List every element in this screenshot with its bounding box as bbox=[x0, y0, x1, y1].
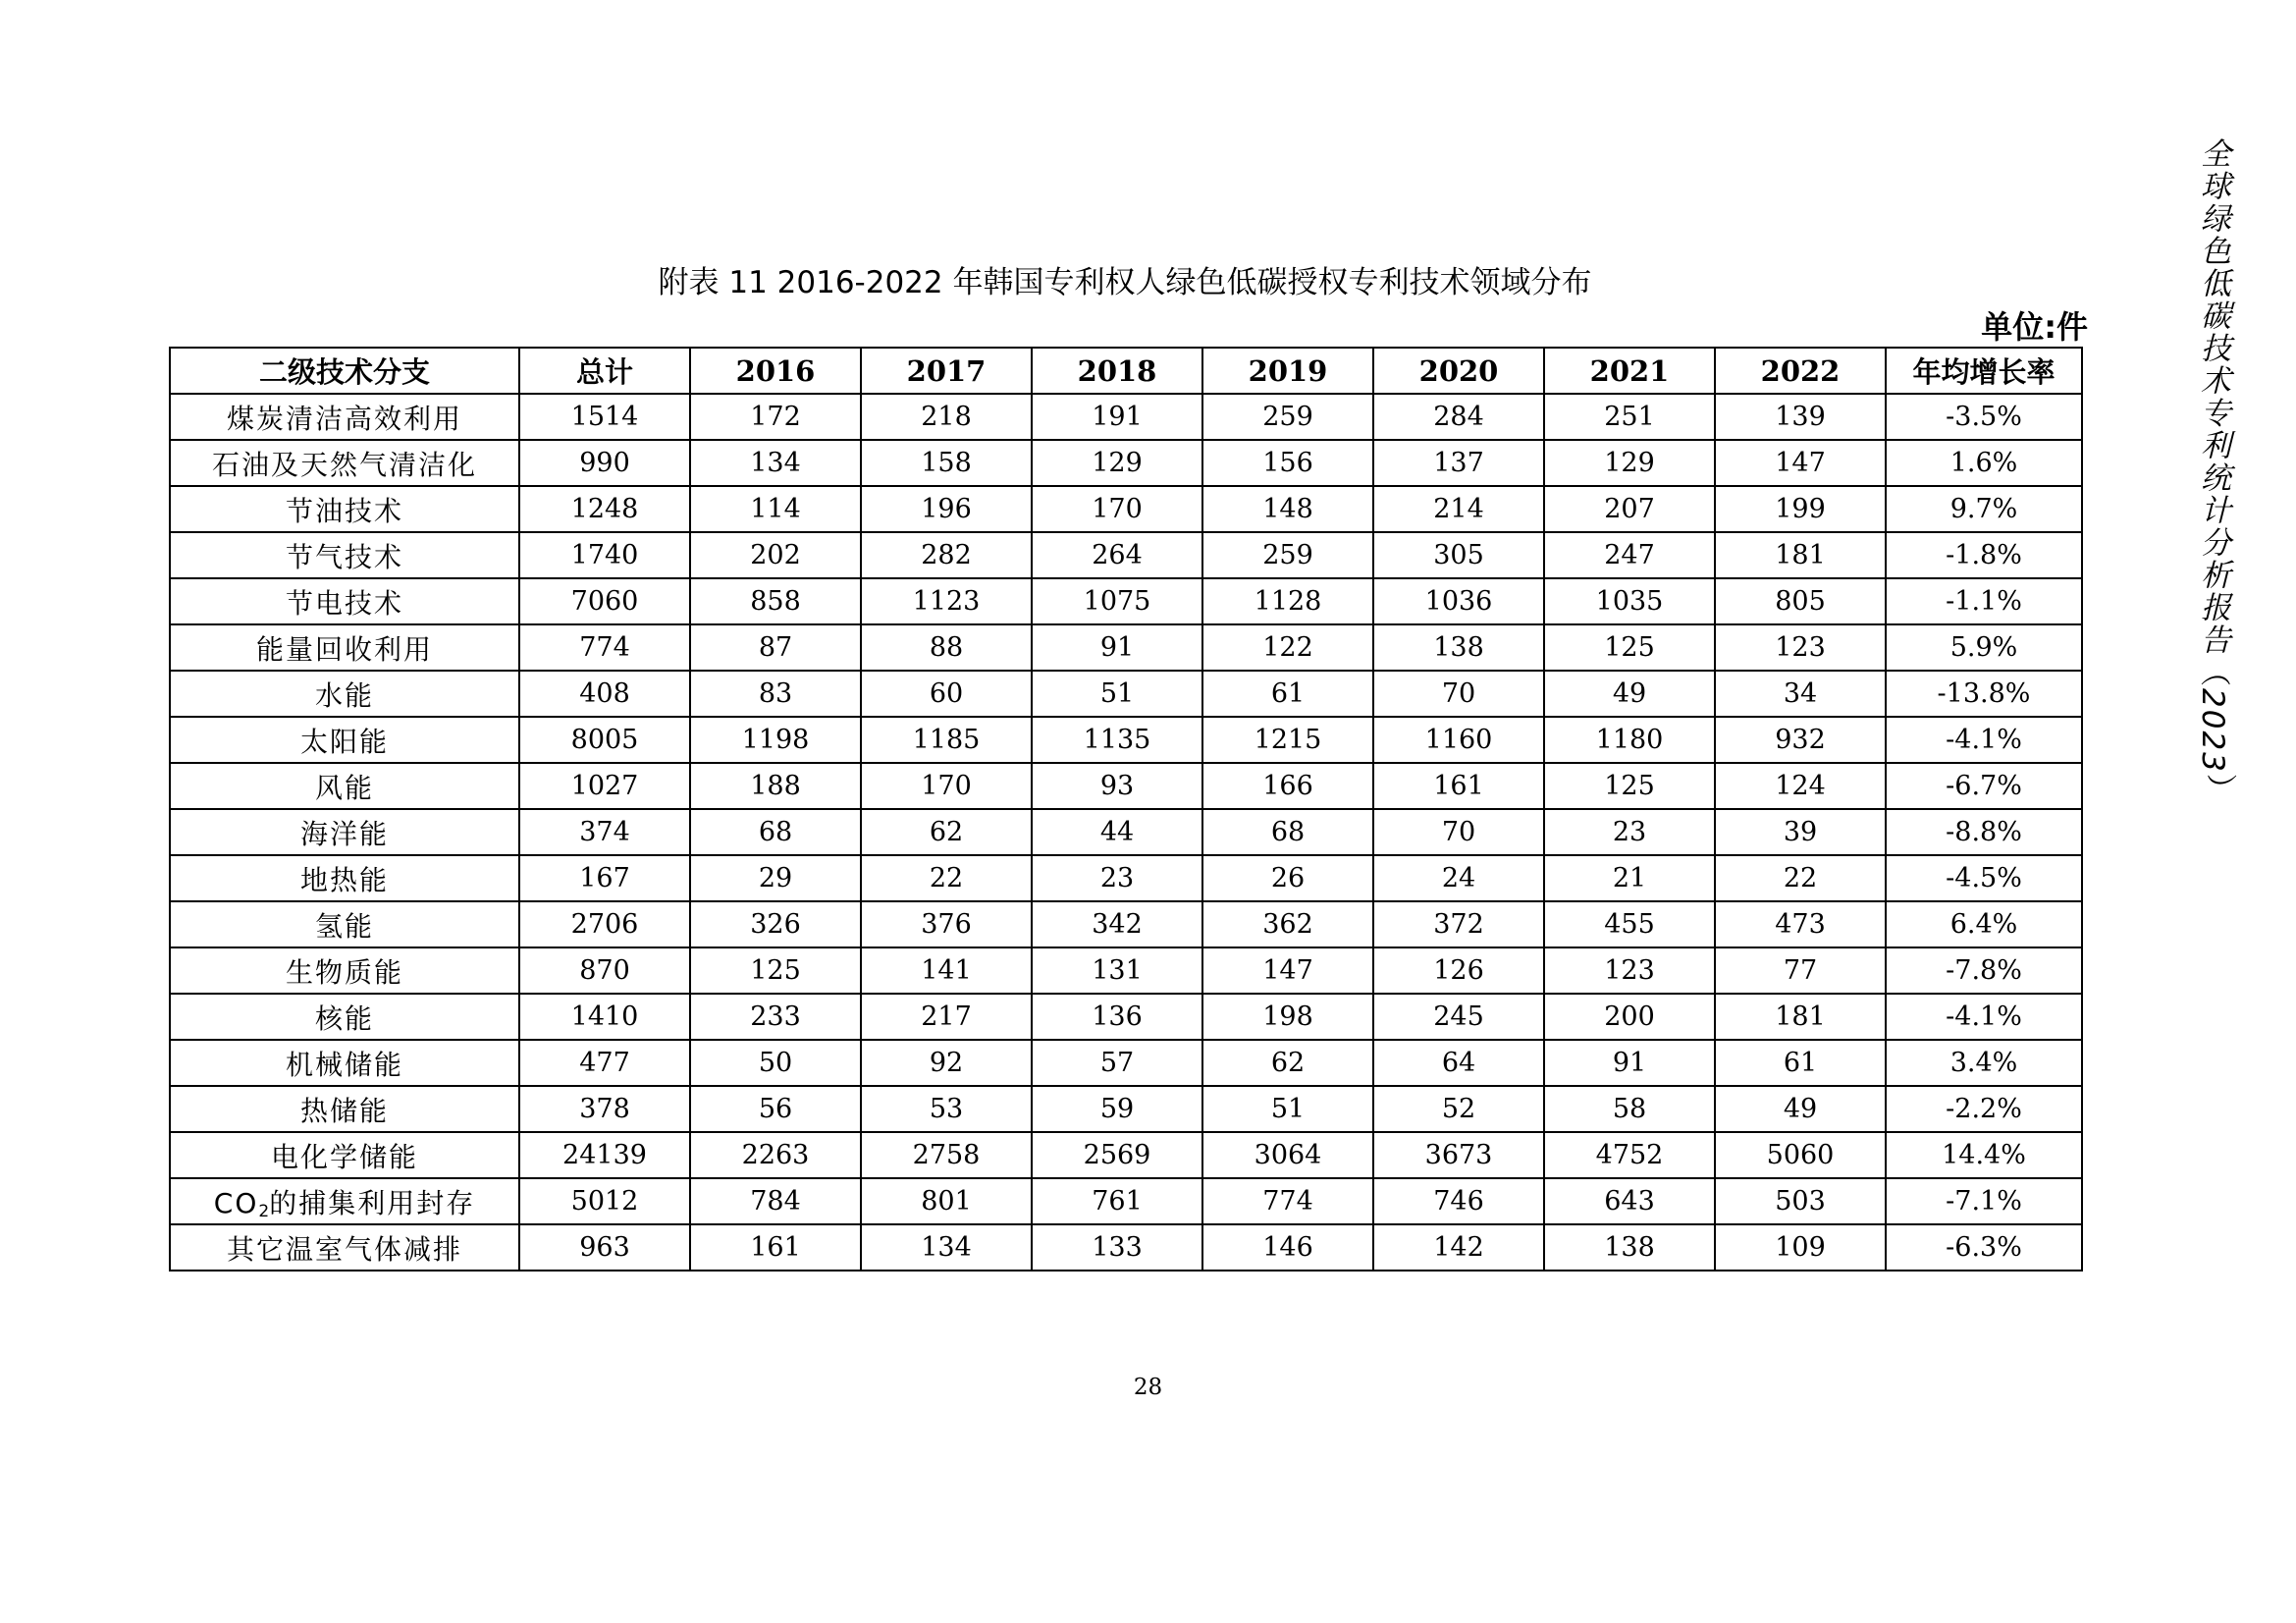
table-row bbox=[170, 578, 2082, 624]
unit-label: 单位:件 bbox=[1981, 308, 2088, 346]
value-cell: 858 bbox=[690, 578, 861, 624]
tech-branch-cell: 风能 bbox=[170, 763, 519, 809]
patent-distribution-table bbox=[169, 347, 2083, 1271]
value-cell: 801 bbox=[861, 1178, 1032, 1224]
tech-branch-cell: 节气技术 bbox=[170, 532, 519, 578]
value-cell: 196 bbox=[861, 486, 1032, 532]
value-cell: 125 bbox=[1544, 763, 1715, 809]
growth-rate-cell: -6.7% bbox=[1886, 763, 2082, 809]
tech-branch-cell: 电化学储能 bbox=[170, 1132, 519, 1178]
table-header-row bbox=[170, 348, 2082, 394]
value-cell: 1075 bbox=[1032, 578, 1202, 624]
value-cell: 374 bbox=[519, 809, 690, 855]
value-cell: 24139 bbox=[519, 1132, 690, 1178]
value-cell: 124 bbox=[1715, 763, 1886, 809]
table-row bbox=[170, 440, 2082, 486]
tech-branch-cell: 节电技术 bbox=[170, 578, 519, 624]
tech-branch-cell: 水能 bbox=[170, 671, 519, 717]
value-cell: 61 bbox=[1715, 1040, 1886, 1086]
value-cell: 1135 bbox=[1032, 717, 1202, 763]
value-cell: 188 bbox=[690, 763, 861, 809]
value-cell: 109 bbox=[1715, 1224, 1886, 1271]
value-cell: 93 bbox=[1032, 763, 1202, 809]
value-cell: 92 bbox=[861, 1040, 1032, 1086]
value-cell: 39 bbox=[1715, 809, 1886, 855]
value-cell: 26 bbox=[1202, 855, 1373, 901]
value-cell: 2758 bbox=[861, 1132, 1032, 1178]
table-row bbox=[170, 1040, 2082, 1086]
value-cell: 1123 bbox=[861, 578, 1032, 624]
value-cell: 83 bbox=[690, 671, 861, 717]
value-cell: 64 bbox=[1373, 1040, 1544, 1086]
value-cell: 259 bbox=[1202, 394, 1373, 440]
value-cell: 264 bbox=[1032, 532, 1202, 578]
table-row bbox=[170, 717, 2082, 763]
value-cell: 51 bbox=[1032, 671, 1202, 717]
column-header: 2021 bbox=[1544, 348, 1715, 394]
growth-rate-cell: -7.8% bbox=[1886, 947, 2082, 994]
value-cell: 133 bbox=[1032, 1224, 1202, 1271]
value-cell: 1215 bbox=[1202, 717, 1373, 763]
value-cell: 91 bbox=[1032, 624, 1202, 671]
column-header: 2019 bbox=[1202, 348, 1373, 394]
growth-rate-cell: -1.8% bbox=[1886, 532, 2082, 578]
value-cell: 207 bbox=[1544, 486, 1715, 532]
value-cell: 58 bbox=[1544, 1086, 1715, 1132]
value-cell: 134 bbox=[861, 1224, 1032, 1271]
value-cell: 166 bbox=[1202, 763, 1373, 809]
value-cell: 1027 bbox=[519, 763, 690, 809]
value-cell: 49 bbox=[1715, 1086, 1886, 1132]
value-cell: 181 bbox=[1715, 994, 1886, 1040]
tech-branch-cell: 热储能 bbox=[170, 1086, 519, 1132]
value-cell: 1740 bbox=[519, 532, 690, 578]
value-cell: 158 bbox=[861, 440, 1032, 486]
value-cell: 91 bbox=[1544, 1040, 1715, 1086]
value-cell: 870 bbox=[519, 947, 690, 994]
tech-branch-subscript: 2 bbox=[258, 1201, 270, 1221]
value-cell: 3064 bbox=[1202, 1132, 1373, 1178]
value-cell: 282 bbox=[861, 532, 1032, 578]
value-cell: 170 bbox=[1032, 486, 1202, 532]
value-cell: 477 bbox=[519, 1040, 690, 1086]
value-cell: 170 bbox=[861, 763, 1032, 809]
value-cell: 62 bbox=[861, 809, 1032, 855]
value-cell: 200 bbox=[1544, 994, 1715, 1040]
value-cell: 147 bbox=[1715, 440, 1886, 486]
value-cell: 217 bbox=[861, 994, 1032, 1040]
value-cell: 233 bbox=[690, 994, 861, 1040]
tech-branch-prefix: CO bbox=[213, 1186, 259, 1219]
value-cell: 455 bbox=[1544, 901, 1715, 947]
value-cell: 746 bbox=[1373, 1178, 1544, 1224]
value-cell: 161 bbox=[690, 1224, 861, 1271]
value-cell: 774 bbox=[1202, 1178, 1373, 1224]
table-row bbox=[170, 994, 2082, 1040]
value-cell: 57 bbox=[1032, 1040, 1202, 1086]
tech-branch-cell: 氢能 bbox=[170, 901, 519, 947]
value-cell: 284 bbox=[1373, 394, 1544, 440]
value-cell: 2569 bbox=[1032, 1132, 1202, 1178]
value-cell: 24 bbox=[1373, 855, 1544, 901]
value-cell: 129 bbox=[1032, 440, 1202, 486]
table-row bbox=[170, 624, 2082, 671]
value-cell: 181 bbox=[1715, 532, 1886, 578]
column-header: 年均增长率 bbox=[1886, 348, 2082, 394]
table-row bbox=[170, 532, 2082, 578]
value-cell: 114 bbox=[690, 486, 861, 532]
table-row bbox=[170, 947, 2082, 994]
value-cell: 342 bbox=[1032, 901, 1202, 947]
value-cell: 70 bbox=[1373, 809, 1544, 855]
table-row bbox=[170, 1132, 2082, 1178]
value-cell: 141 bbox=[861, 947, 1032, 994]
value-cell: 146 bbox=[1202, 1224, 1373, 1271]
value-cell: 134 bbox=[690, 440, 861, 486]
growth-rate-cell: 9.7% bbox=[1886, 486, 2082, 532]
value-cell: 245 bbox=[1373, 994, 1544, 1040]
value-cell: 932 bbox=[1715, 717, 1886, 763]
value-cell: 125 bbox=[1544, 624, 1715, 671]
value-cell: 44 bbox=[1032, 809, 1202, 855]
value-cell: 129 bbox=[1544, 440, 1715, 486]
column-header: 2020 bbox=[1373, 348, 1544, 394]
value-cell: 198 bbox=[1202, 994, 1373, 1040]
table-row bbox=[170, 394, 2082, 440]
value-cell: 202 bbox=[690, 532, 861, 578]
tech-branch-suffix: 的捕集利用封存 bbox=[269, 1186, 476, 1219]
value-cell: 5012 bbox=[519, 1178, 690, 1224]
value-cell: 784 bbox=[690, 1178, 861, 1224]
value-cell: 156 bbox=[1202, 440, 1373, 486]
table-row bbox=[170, 855, 2082, 901]
growth-rate-cell: -7.1% bbox=[1886, 1178, 2082, 1224]
value-cell: 147 bbox=[1202, 947, 1373, 994]
value-cell: 59 bbox=[1032, 1086, 1202, 1132]
value-cell: 148 bbox=[1202, 486, 1373, 532]
value-cell: 4752 bbox=[1544, 1132, 1715, 1178]
growth-rate-cell: -4.1% bbox=[1886, 994, 2082, 1040]
value-cell: 126 bbox=[1373, 947, 1544, 994]
value-cell: 56 bbox=[690, 1086, 861, 1132]
column-header: 2016 bbox=[690, 348, 861, 394]
value-cell: 137 bbox=[1373, 440, 1544, 486]
value-cell: 7060 bbox=[519, 578, 690, 624]
value-cell: 51 bbox=[1202, 1086, 1373, 1132]
value-cell: 199 bbox=[1715, 486, 1886, 532]
value-cell: 138 bbox=[1373, 624, 1544, 671]
value-cell: 68 bbox=[690, 809, 861, 855]
growth-rate-cell: 5.9% bbox=[1886, 624, 2082, 671]
value-cell: 1198 bbox=[690, 717, 861, 763]
table-title: 附表 11 2016-2022 年韩国专利权人绿色低碳授权专利技术领域分布 bbox=[658, 265, 1592, 300]
growth-rate-cell: -3.5% bbox=[1886, 394, 2082, 440]
tech-branch-cell: 能量回收利用 bbox=[170, 624, 519, 671]
value-cell: 8005 bbox=[519, 717, 690, 763]
value-cell: 191 bbox=[1032, 394, 1202, 440]
value-cell: 305 bbox=[1373, 532, 1544, 578]
table-row bbox=[170, 486, 2082, 532]
value-cell: 88 bbox=[861, 624, 1032, 671]
tech-branch-cell: 生物质能 bbox=[170, 947, 519, 994]
table-row bbox=[170, 1224, 2082, 1271]
value-cell: 125 bbox=[690, 947, 861, 994]
tech-branch-cell: 太阳能 bbox=[170, 717, 519, 763]
growth-rate-cell: 14.4% bbox=[1886, 1132, 2082, 1178]
table-row bbox=[170, 1178, 2082, 1224]
value-cell: 1035 bbox=[1544, 578, 1715, 624]
column-header: 2018 bbox=[1032, 348, 1202, 394]
value-cell: 22 bbox=[1715, 855, 1886, 901]
growth-rate-cell: 3.4% bbox=[1886, 1040, 2082, 1086]
value-cell: 60 bbox=[861, 671, 1032, 717]
value-cell: 218 bbox=[861, 394, 1032, 440]
value-cell: 138 bbox=[1544, 1224, 1715, 1271]
tech-branch-cell: 煤炭清洁高效利用 bbox=[170, 394, 519, 440]
value-cell: 34 bbox=[1715, 671, 1886, 717]
value-cell: 61 bbox=[1202, 671, 1373, 717]
value-cell: 49 bbox=[1544, 671, 1715, 717]
table-body bbox=[170, 394, 2082, 1271]
value-cell: 22 bbox=[861, 855, 1032, 901]
value-cell: 5060 bbox=[1715, 1132, 1886, 1178]
value-cell: 1128 bbox=[1202, 578, 1373, 624]
value-cell: 378 bbox=[519, 1086, 690, 1132]
tech-branch-cell: 核能 bbox=[170, 994, 519, 1040]
value-cell: 52 bbox=[1373, 1086, 1544, 1132]
value-cell: 1514 bbox=[519, 394, 690, 440]
value-cell: 2263 bbox=[690, 1132, 861, 1178]
table-row bbox=[170, 1086, 2082, 1132]
growth-rate-cell: -6.3% bbox=[1886, 1224, 2082, 1271]
value-cell: 23 bbox=[1032, 855, 1202, 901]
value-cell: 643 bbox=[1544, 1178, 1715, 1224]
value-cell: 70 bbox=[1373, 671, 1544, 717]
value-cell: 372 bbox=[1373, 901, 1544, 947]
value-cell: 21 bbox=[1544, 855, 1715, 901]
growth-rate-cell: -8.8% bbox=[1886, 809, 2082, 855]
tech-branch-cell bbox=[170, 1178, 519, 1224]
growth-rate-cell: -2.2% bbox=[1886, 1086, 2082, 1132]
value-cell: 142 bbox=[1373, 1224, 1544, 1271]
column-header: 总计 bbox=[519, 348, 690, 394]
value-cell: 123 bbox=[1544, 947, 1715, 994]
value-cell: 29 bbox=[690, 855, 861, 901]
page-number: 28 bbox=[1133, 1375, 1163, 1400]
value-cell: 1248 bbox=[519, 486, 690, 532]
value-cell: 774 bbox=[519, 624, 690, 671]
column-header: 2017 bbox=[861, 348, 1032, 394]
value-cell: 805 bbox=[1715, 578, 1886, 624]
table-row bbox=[170, 671, 2082, 717]
value-cell: 167 bbox=[519, 855, 690, 901]
value-cell: 362 bbox=[1202, 901, 1373, 947]
value-cell: 214 bbox=[1373, 486, 1544, 532]
tech-branch-cell: 节油技术 bbox=[170, 486, 519, 532]
value-cell: 503 bbox=[1715, 1178, 1886, 1224]
value-cell: 3673 bbox=[1373, 1132, 1544, 1178]
growth-rate-cell: -4.5% bbox=[1886, 855, 2082, 901]
growth-rate-cell: 6.4% bbox=[1886, 901, 2082, 947]
table-row bbox=[170, 901, 2082, 947]
table-row bbox=[170, 763, 2082, 809]
value-cell: 1160 bbox=[1373, 717, 1544, 763]
value-cell: 963 bbox=[519, 1224, 690, 1271]
value-cell: 408 bbox=[519, 671, 690, 717]
value-cell: 53 bbox=[861, 1086, 1032, 1132]
value-cell: 247 bbox=[1544, 532, 1715, 578]
value-cell: 123 bbox=[1715, 624, 1886, 671]
growth-rate-cell: -1.1% bbox=[1886, 578, 2082, 624]
value-cell: 326 bbox=[690, 901, 861, 947]
value-cell: 161 bbox=[1373, 763, 1544, 809]
tech-branch-cell: 石油及天然气清洁化 bbox=[170, 440, 519, 486]
column-header: 二级技术分支 bbox=[170, 348, 519, 394]
value-cell: 87 bbox=[690, 624, 861, 671]
value-cell: 139 bbox=[1715, 394, 1886, 440]
value-cell: 259 bbox=[1202, 532, 1373, 578]
value-cell: 62 bbox=[1202, 1040, 1373, 1086]
value-cell: 1185 bbox=[861, 717, 1032, 763]
tech-branch-cell: 机械储能 bbox=[170, 1040, 519, 1086]
table-row bbox=[170, 809, 2082, 855]
value-cell: 473 bbox=[1715, 901, 1886, 947]
value-cell: 23 bbox=[1544, 809, 1715, 855]
value-cell: 68 bbox=[1202, 809, 1373, 855]
value-cell: 376 bbox=[861, 901, 1032, 947]
value-cell: 1036 bbox=[1373, 578, 1544, 624]
tech-branch-cell: 地热能 bbox=[170, 855, 519, 901]
value-cell: 761 bbox=[1032, 1178, 1202, 1224]
value-cell: 251 bbox=[1544, 394, 1715, 440]
report-side-title: 全球绿色低碳技术专利统计分析报告（2023） bbox=[2195, 137, 2230, 806]
value-cell: 172 bbox=[690, 394, 861, 440]
value-cell: 1180 bbox=[1544, 717, 1715, 763]
value-cell: 77 bbox=[1715, 947, 1886, 994]
value-cell: 122 bbox=[1202, 624, 1373, 671]
column-header: 2022 bbox=[1715, 348, 1886, 394]
growth-rate-cell: -4.1% bbox=[1886, 717, 2082, 763]
growth-rate-cell: 1.6% bbox=[1886, 440, 2082, 486]
value-cell: 2706 bbox=[519, 901, 690, 947]
value-cell: 131 bbox=[1032, 947, 1202, 994]
value-cell: 990 bbox=[519, 440, 690, 486]
growth-rate-cell: -13.8% bbox=[1886, 671, 2082, 717]
value-cell: 1410 bbox=[519, 994, 690, 1040]
tech-branch-cell: 海洋能 bbox=[170, 809, 519, 855]
value-cell: 50 bbox=[690, 1040, 861, 1086]
tech-branch-cell: 其它温室气体减排 bbox=[170, 1224, 519, 1271]
value-cell: 136 bbox=[1032, 994, 1202, 1040]
